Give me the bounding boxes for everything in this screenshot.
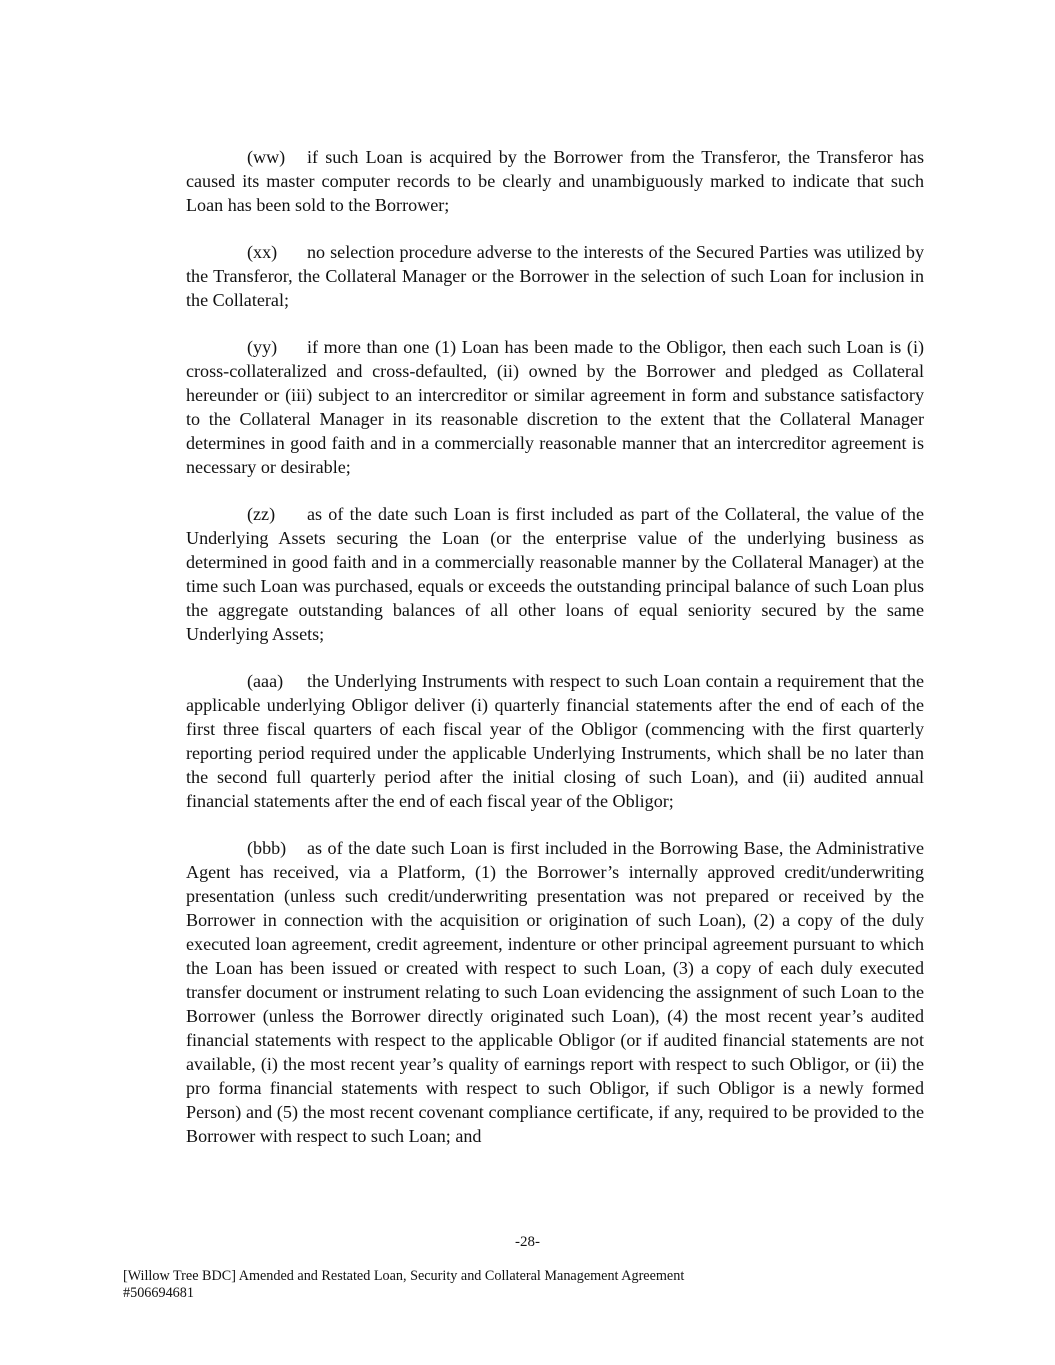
document-footer (123, 1268, 684, 1302)
clause-label: (ww) (247, 147, 286, 167)
clause-xx (186, 240, 924, 312)
clause-aaa (186, 669, 924, 813)
clause-text: no selection procedure adverse to the interests of the Secured Parties was utilized by the Transferor, the Collateral Manager or the Borrower in the selection of such Loan for inclusion in the Collateral; (186, 242, 924, 310)
clause-label: (aaa) (247, 671, 284, 691)
body-text (186, 145, 924, 1171)
clause-ww (186, 145, 924, 217)
clause-yy (186, 335, 924, 479)
clause-text: as of the date such Loan is first included in the Borrowing Base, the Administrative Agent has received, via a Platform, (1) the Borrower’s internally approved credit/underwriting presentation (unless such credit/underwriting presentation was not prepared or received by the Borrower in connection with the acquisition or origination of such Loan), (2) a copy of the duly executed loan agreement, credit agreement, indenture or other principal agreement pursuant to which the Loan has been issued or created with respect to such Loan, (3) a copy of each duly executed transfer document or instrument relating to such Loan evidencing the assignment of such Loan to the Borrower (unless the Borrower directly originated such Loan), (4) the most recent year’s audited financial statements with respect to the applicable Obligor (or if audited financial statements are not available, (i) the most recent year’s quality of earnings report with respect to such Obligor, or (ii) the pro forma financial statements with respect to such Obligor, if such Obligor is a newly formed Person) and (5) the most recent covenant compliance certificate, if any, required to be provided to the Borrower with respect to such Loan; and (186, 838, 924, 1146)
clause-text: if such Loan is acquired by the Borrower from the Transferor, the Transferor has caused its master computer records to be clearly and unambiguously marked to indicate that such Loan has been sold to the Borrower; (186, 147, 924, 215)
footer-title: [Willow Tree BDC] Amended and Restated Loan, Security and Collateral Management Agreement (123, 1268, 685, 1284)
clause-label: (yy) (247, 337, 278, 357)
clause-bbb (186, 836, 924, 1148)
footer-doc-id: #506694681 (123, 1285, 194, 1301)
clause-label: (xx) (247, 242, 278, 262)
page-number: -28- (515, 1234, 540, 1250)
clause-zz (186, 502, 924, 646)
clause-text: as of the date such Loan is first included as part of the Collateral, the value of the Underlying Assets securing the Loan (or the enterprise value of the underlying business as determined in good faith and in a commercially reasonable manner by the Collateral Manager) at the time such Loan was purchased, equals or exceeds the outstanding principal balance of such Loan plus the aggregate outstanding balances of all other loans of equal seniority secured by the same Underlying Assets; (186, 504, 924, 644)
clause-text: the Underlying Instruments with respect to such Loan contain a requirement that the applicable underlying Obligor deliver (i) quarterly financial statements after the end of each of the first three fiscal quarters of each fiscal year of the Obligor (commencing with the first quarterly reporting period required under the applicable Underlying Instruments, which shall be no later than the second full quarterly period after the initial closing of such Loan), and (ii) audited annual financial statements after the end of each fiscal year of the Obligor; (186, 671, 924, 811)
clause-label: (zz) (247, 504, 276, 524)
clause-label: (bbb) (247, 838, 287, 858)
clause-text: if more than one (1) Loan has been made to the Obligor, then each such Loan is (i) cross-collateralized and cross-defaulted, (ii) owned by the Borrower and pledged as Collateral hereunder or (iii) subject to an intercreditor or similar agreement in form and substance satisfactory to the Collateral Manager in its reasonable discretion to the extent that the Collateral Manager determines in good faith and in a commercially reasonable manner that an intercreditor agreement is necessary or desirable; (186, 337, 924, 477)
